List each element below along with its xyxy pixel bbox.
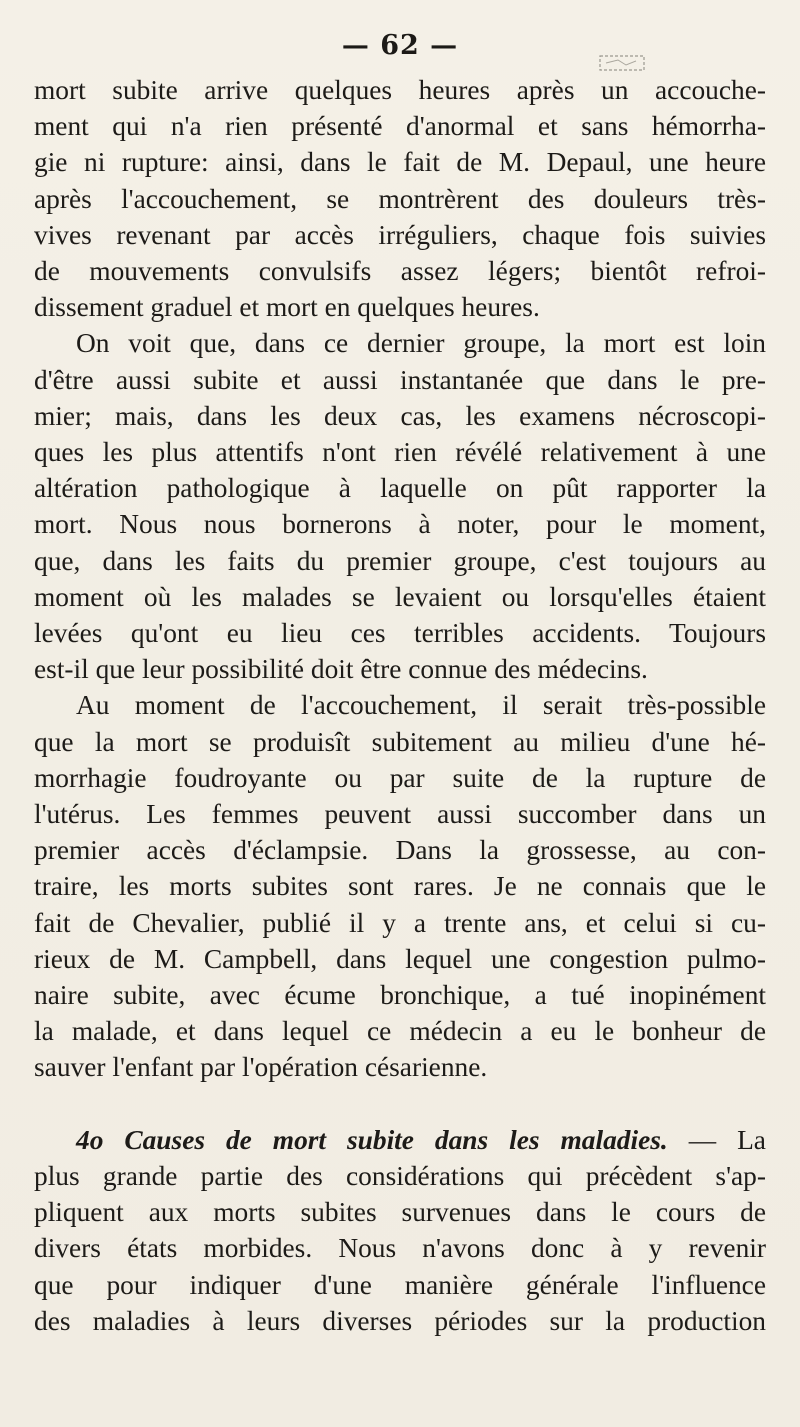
text-line: altération pathologique à laquelle on pût rapporter la xyxy=(34,473,766,504)
paragraph xyxy=(34,687,766,1085)
text-line: plus grande partie des considérations qui précèdent s'ap- xyxy=(34,1160,766,1191)
text-line: la malade, et dans lequel ce médecin a eu le bonheur de xyxy=(34,1016,766,1047)
text-line: mier; mais, dans les deux cas, les examens nécroscopi- xyxy=(34,400,766,431)
section-dash-text: — La xyxy=(688,1124,766,1155)
text-line: ment qui n'a rien présenté d'anormal et sans hémorrha- xyxy=(34,111,766,142)
text-line: mort subite arrive quelques heures après un accouche- xyxy=(34,75,766,105)
section-block xyxy=(34,1122,766,1339)
text-line: premier accès d'éclampsie. Dans la grossesse, au con- xyxy=(34,835,766,866)
text-line: d'être aussi subite et aussi instantanée que dans le pre- xyxy=(34,364,766,395)
text-line: après l'accouchement, se montrèrent des douleurs très- xyxy=(34,183,766,214)
text-line: que la mort se produisît subitement au milieu d'une hé- xyxy=(34,726,766,757)
paragraph xyxy=(34,72,766,325)
text-line: est-il que leur possibilité doit être connue des médecins. xyxy=(34,654,648,685)
text-line: On voit que, dans ce dernier groupe, la mort est loin xyxy=(76,328,766,359)
text-line: gie ni rupture: ainsi, dans le fait de M. Depaul, une heure xyxy=(34,147,766,178)
text-line: rieux de M. Campbell, dans lequel une congestion pulmo- xyxy=(34,943,766,974)
text-line: naire subite, avec écume bronchique, a tué inopinément xyxy=(34,980,766,1011)
text-line: morrhagie foudroyante ou par suite de la rupture de xyxy=(34,762,766,793)
section-heading-line xyxy=(34,1122,766,1158)
section-gap xyxy=(34,1086,766,1122)
text-line: vives revenant par accès irréguliers, chaque fois suivies xyxy=(34,219,766,250)
text-line: sauver l'enfant par l'opération césarienne. xyxy=(34,1052,488,1083)
page-number: — 62 — xyxy=(341,30,459,61)
text-line: pliquent aux morts subites survenues dans le cours de xyxy=(34,1197,766,1228)
text-line: Au moment de l'accouchement, il serait très-possible xyxy=(76,690,766,721)
text-line: dissement graduel et mort en quelques heures. xyxy=(34,292,540,323)
text-line: fait de Chevalier, publié il y a trente ans, et celui si cu- xyxy=(34,907,766,938)
text-line: traire, les morts subites sont rares. Je ne connais que le xyxy=(34,871,766,902)
section-title: Causes de mort subite dans les maladies. xyxy=(124,1124,668,1155)
paragraph xyxy=(34,325,766,687)
text-line: que, dans les faits du premier groupe, c'est toujours au xyxy=(34,545,766,576)
text-line: l'utérus. Les femmes peuvent aussi succomber dans un xyxy=(34,799,766,830)
paragraph-list xyxy=(34,72,766,1086)
text-line: ques les plus attentifs n'ont rien révélé relativement à une xyxy=(34,437,766,468)
text-line: que pour indiquer d'une manière générale l'influence xyxy=(34,1269,766,1300)
text-line: levées qu'ont eu lieu ces terribles accidents. Toujours xyxy=(34,618,766,649)
text-line: divers états morbides. Nous n'avons donc à y revenir xyxy=(34,1233,766,1264)
body-text xyxy=(34,72,766,1339)
text-line: de mouvements convulsifs assez légers; bientôt refroi- xyxy=(34,256,766,287)
text-line: moment où les malades se levaient ou lorsqu'elles étaient xyxy=(34,581,766,612)
section-number: 4o xyxy=(76,1124,104,1155)
text-line: des maladies à leurs diverses périodes sur la production xyxy=(34,1305,766,1336)
text-line: mort. Nous nous bornerons à noter, pour le moment, xyxy=(34,509,766,540)
